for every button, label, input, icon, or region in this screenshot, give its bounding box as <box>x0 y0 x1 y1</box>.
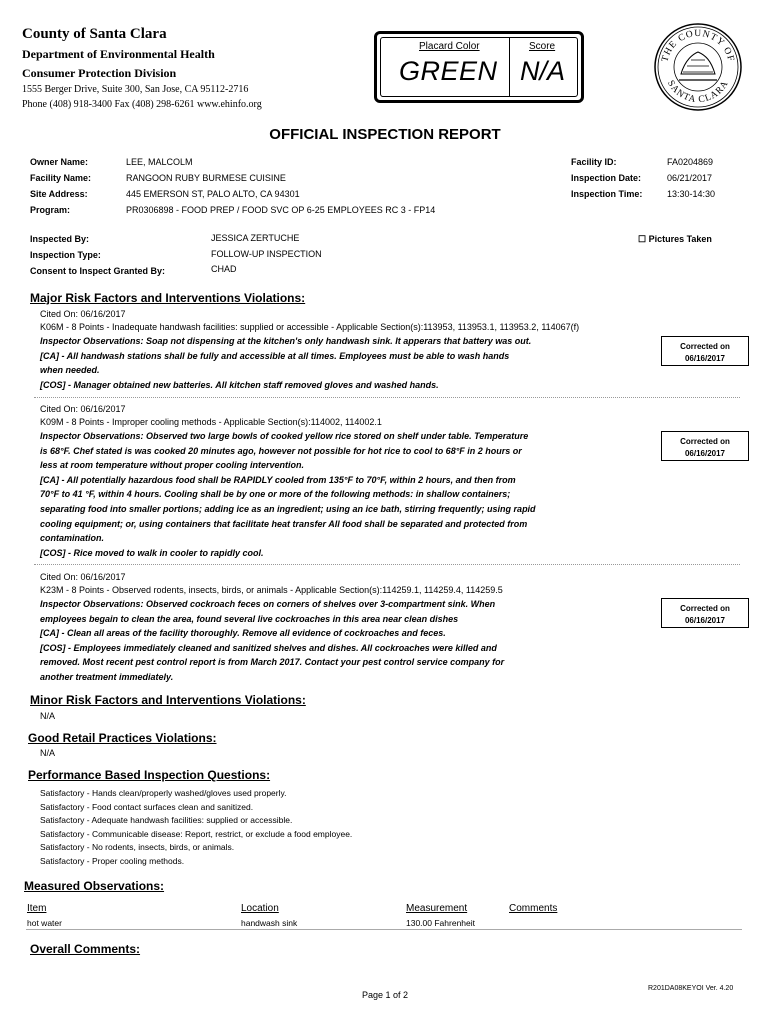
list-item: Satisfactory - Communicable disease: Report, restrict, or exclude a food employee. <box>40 828 353 839</box>
list-item: Satisfactory - Hands clean/properly washed/gloves used properly. <box>40 788 287 798</box>
inspected-by-label: Inspected By: <box>30 234 90 244</box>
inspected-by-value: JESSICA ZERTUCHE <box>211 233 300 243</box>
facility-id-value: FA0204869 <box>667 157 714 167</box>
violation-code: K09M - 8 Points - Improper cooling methods - Applicable Section(s):114002, 114002.1 <box>40 417 382 427</box>
measured-col-measurement: Measurement <box>406 903 468 914</box>
facility-name-value: RANGOON RUBY BURMESE CUISINE <box>126 173 286 183</box>
placard-color-label: Placard Color <box>419 41 480 52</box>
placard-box <box>374 31 584 103</box>
measured-col-location: Location <box>241 903 279 914</box>
inspection-type-label: Inspection Type: <box>30 250 101 260</box>
table-row-measurement: 130.00 Fahrenheit <box>406 918 475 928</box>
owner-value: LEE, MALCOLM <box>126 157 193 167</box>
retail-violations-value: N/A <box>40 748 56 758</box>
performance-list <box>40 787 352 868</box>
measured-col-item: Item <box>27 903 47 914</box>
list-item: Satisfactory - Adequate handwash facilities: supplied or accessible. <box>40 815 293 825</box>
list-item: Satisfactory - Food contact surfaces clean and sanitized. <box>40 801 254 812</box>
table-row-location: handwash sink <box>241 918 298 928</box>
list-item: Satisfactory - Proper cooling methods. <box>40 855 185 866</box>
retail-violations-heading: Good Retail Practices Violations: <box>28 731 217 745</box>
score-label: Score <box>529 41 556 52</box>
corrected-badge: Corrected on 06/16/2017 <box>661 431 749 461</box>
minor-violations-heading: Minor Risk Factors and Interventions Violations: <box>30 693 306 707</box>
measured-col-comments: Comments <box>509 903 558 914</box>
violation-cited-on: Cited On: 06/16/2017 <box>40 572 126 582</box>
site-address-label: Site Address: <box>30 189 88 199</box>
inspection-time-label: Inspection Time: <box>571 189 643 199</box>
program-value: PR0306898 - FOOD PREP / FOOD SVC OP 6-25 EMPLOYEES RC 3 - FP14 <box>126 205 436 215</box>
inspection-time-value: 13:30-14:30 <box>667 189 716 199</box>
table-row-divider <box>26 929 742 930</box>
department-name: Department of Environmental Health <box>22 47 215 61</box>
agency-phone: Phone (408) 918-3400 Fax (408) 298-6261 www.ehinfo.org <box>22 99 262 110</box>
overall-comments-heading: Overall Comments: <box>30 942 141 956</box>
inspection-type-value: FOLLOW-UP INSPECTION <box>211 249 322 259</box>
seal-text-bottom: SANTA CLARA <box>665 78 731 106</box>
svg-text:SANTA CLARA <box>665 79 731 105</box>
measured-heading: Measured Observations: <box>24 879 165 893</box>
program-label: Program: <box>30 205 71 215</box>
county-seal-icon <box>653 22 743 112</box>
minor-violations-value: N/A <box>40 711 56 721</box>
agency-address: 1555 Berger Drive, Suite 300, San Jose, CA 95112-2716 <box>22 84 249 95</box>
violation-cited-on: Cited On: 06/16/2017 <box>40 404 126 414</box>
performance-heading: Performance Based Inspection Questions: <box>28 768 271 782</box>
site-address-value: 445 EMERSON ST, PALO ALTO, CA 94301 <box>126 189 300 199</box>
violation-cited-on: Cited On: 06/16/2017 <box>40 309 126 319</box>
violation-code: K06M - 8 Points - Inadequate handwash facilities: supplied or accessible - Applicable Section(s):113953, 113953.1, 113953.2, 114067(f) <box>40 322 580 332</box>
inspection-date-value: 06/21/2017 <box>667 173 713 183</box>
violation-observations: Inspector Observations: Soap not dispensing at the kitchen's only handwash sink. It apperars that battery was out. [CA] - All handwash stations shall be fully and accessible at all times. Employees must be able to wash hands when needed. [COS] - Manager obtained new batteries. All kitchen staff removed gloves and washed hands. <box>40 336 532 390</box>
score-value: N/A <box>520 56 566 86</box>
corrected-badge: Corrected on 06/16/2017 <box>661 598 749 628</box>
table-row-item: hot water <box>27 918 62 928</box>
owner-label: Owner Name: <box>30 157 89 167</box>
corrected-badge: Corrected on 06/16/2017 <box>661 336 749 366</box>
divider <box>34 397 740 398</box>
pictures-taken-checkbox[interactable]: ☐ Pictures Taken <box>638 234 712 244</box>
violation-observations: Inspector Observations: Observed cockroach feces on corners of shelves over 3-compartment sink. When employees begain to clean the area, found several live cockroaches in this area near clean dishes [CA] - Clean all areas of the facility thoroughly. Remove all evidence of cockroaches and feces. [COS] - Employees immediately cleaned and sanitized shelves and dishes. All cockroaches were killed and removed. Most recent pest control report is from March 2017. Contact your pest control service company for another treatment immediately. <box>40 599 505 682</box>
seal-text-top: THE COUNTY OF <box>660 28 736 64</box>
consent-value: CHAD <box>211 264 237 274</box>
form-version: R201DA08KEYOI Ver. 4.20 <box>648 985 734 992</box>
consent-label: Consent to Inspect Granted By: <box>30 266 166 276</box>
division-name: Consumer Protection Division <box>22 66 177 80</box>
placard-color-value: GREEN <box>399 56 498 86</box>
list-item: Satisfactory - No rodents, insects, birds, or animals. <box>40 842 235 852</box>
svg-text:THE COUNTY OF <box>660 29 735 63</box>
violation-code: K23M - 8 Points - Observed rodents, insects, birds, or animals - Applicable Section(s):114259.1, 114259.4, 114259.5 <box>40 585 503 595</box>
major-violations-heading: Major Risk Factors and Interventions Violations: <box>30 291 306 305</box>
facility-name-label: Facility Name: <box>30 173 92 183</box>
facility-id-label: Facility ID: <box>571 157 617 167</box>
inspection-date-label: Inspection Date: <box>571 173 642 183</box>
page-number: Page 1 of 2 <box>361 990 409 1000</box>
divider <box>34 564 740 565</box>
violation-observations: Inspector Observations: Observed two large bowls of cooked yellow rice stored on shelf under table. Temperature is 68°F. Chef stated is was cooked 20 minutes ago, however not possible for hot rice to cool to 68°F in 2 hours or less at room temperature without proper cooling intervention. [CA] - All potentially hazardous food shall be RAPIDLY cooled from 135°F to 70°F, within 2 hours, and then from 70°F to 41 °F, within 4 hours. Cooling shall be by one or more of the following methods: in shallow containers; separating food into smaller portions; adding ice as an ingredient; using an ice bath, stirring frequently; using rapid cooling equipment; or, using containers that facilitate heat transfer All food shall be separated and protected from contamination. [COS] - Rice moved to walk in cooler to rapidly cool. <box>40 431 536 558</box>
county-name: County of Santa Clara <box>22 26 167 42</box>
report-title: OFFICIAL INSPECTION REPORT <box>269 126 501 143</box>
